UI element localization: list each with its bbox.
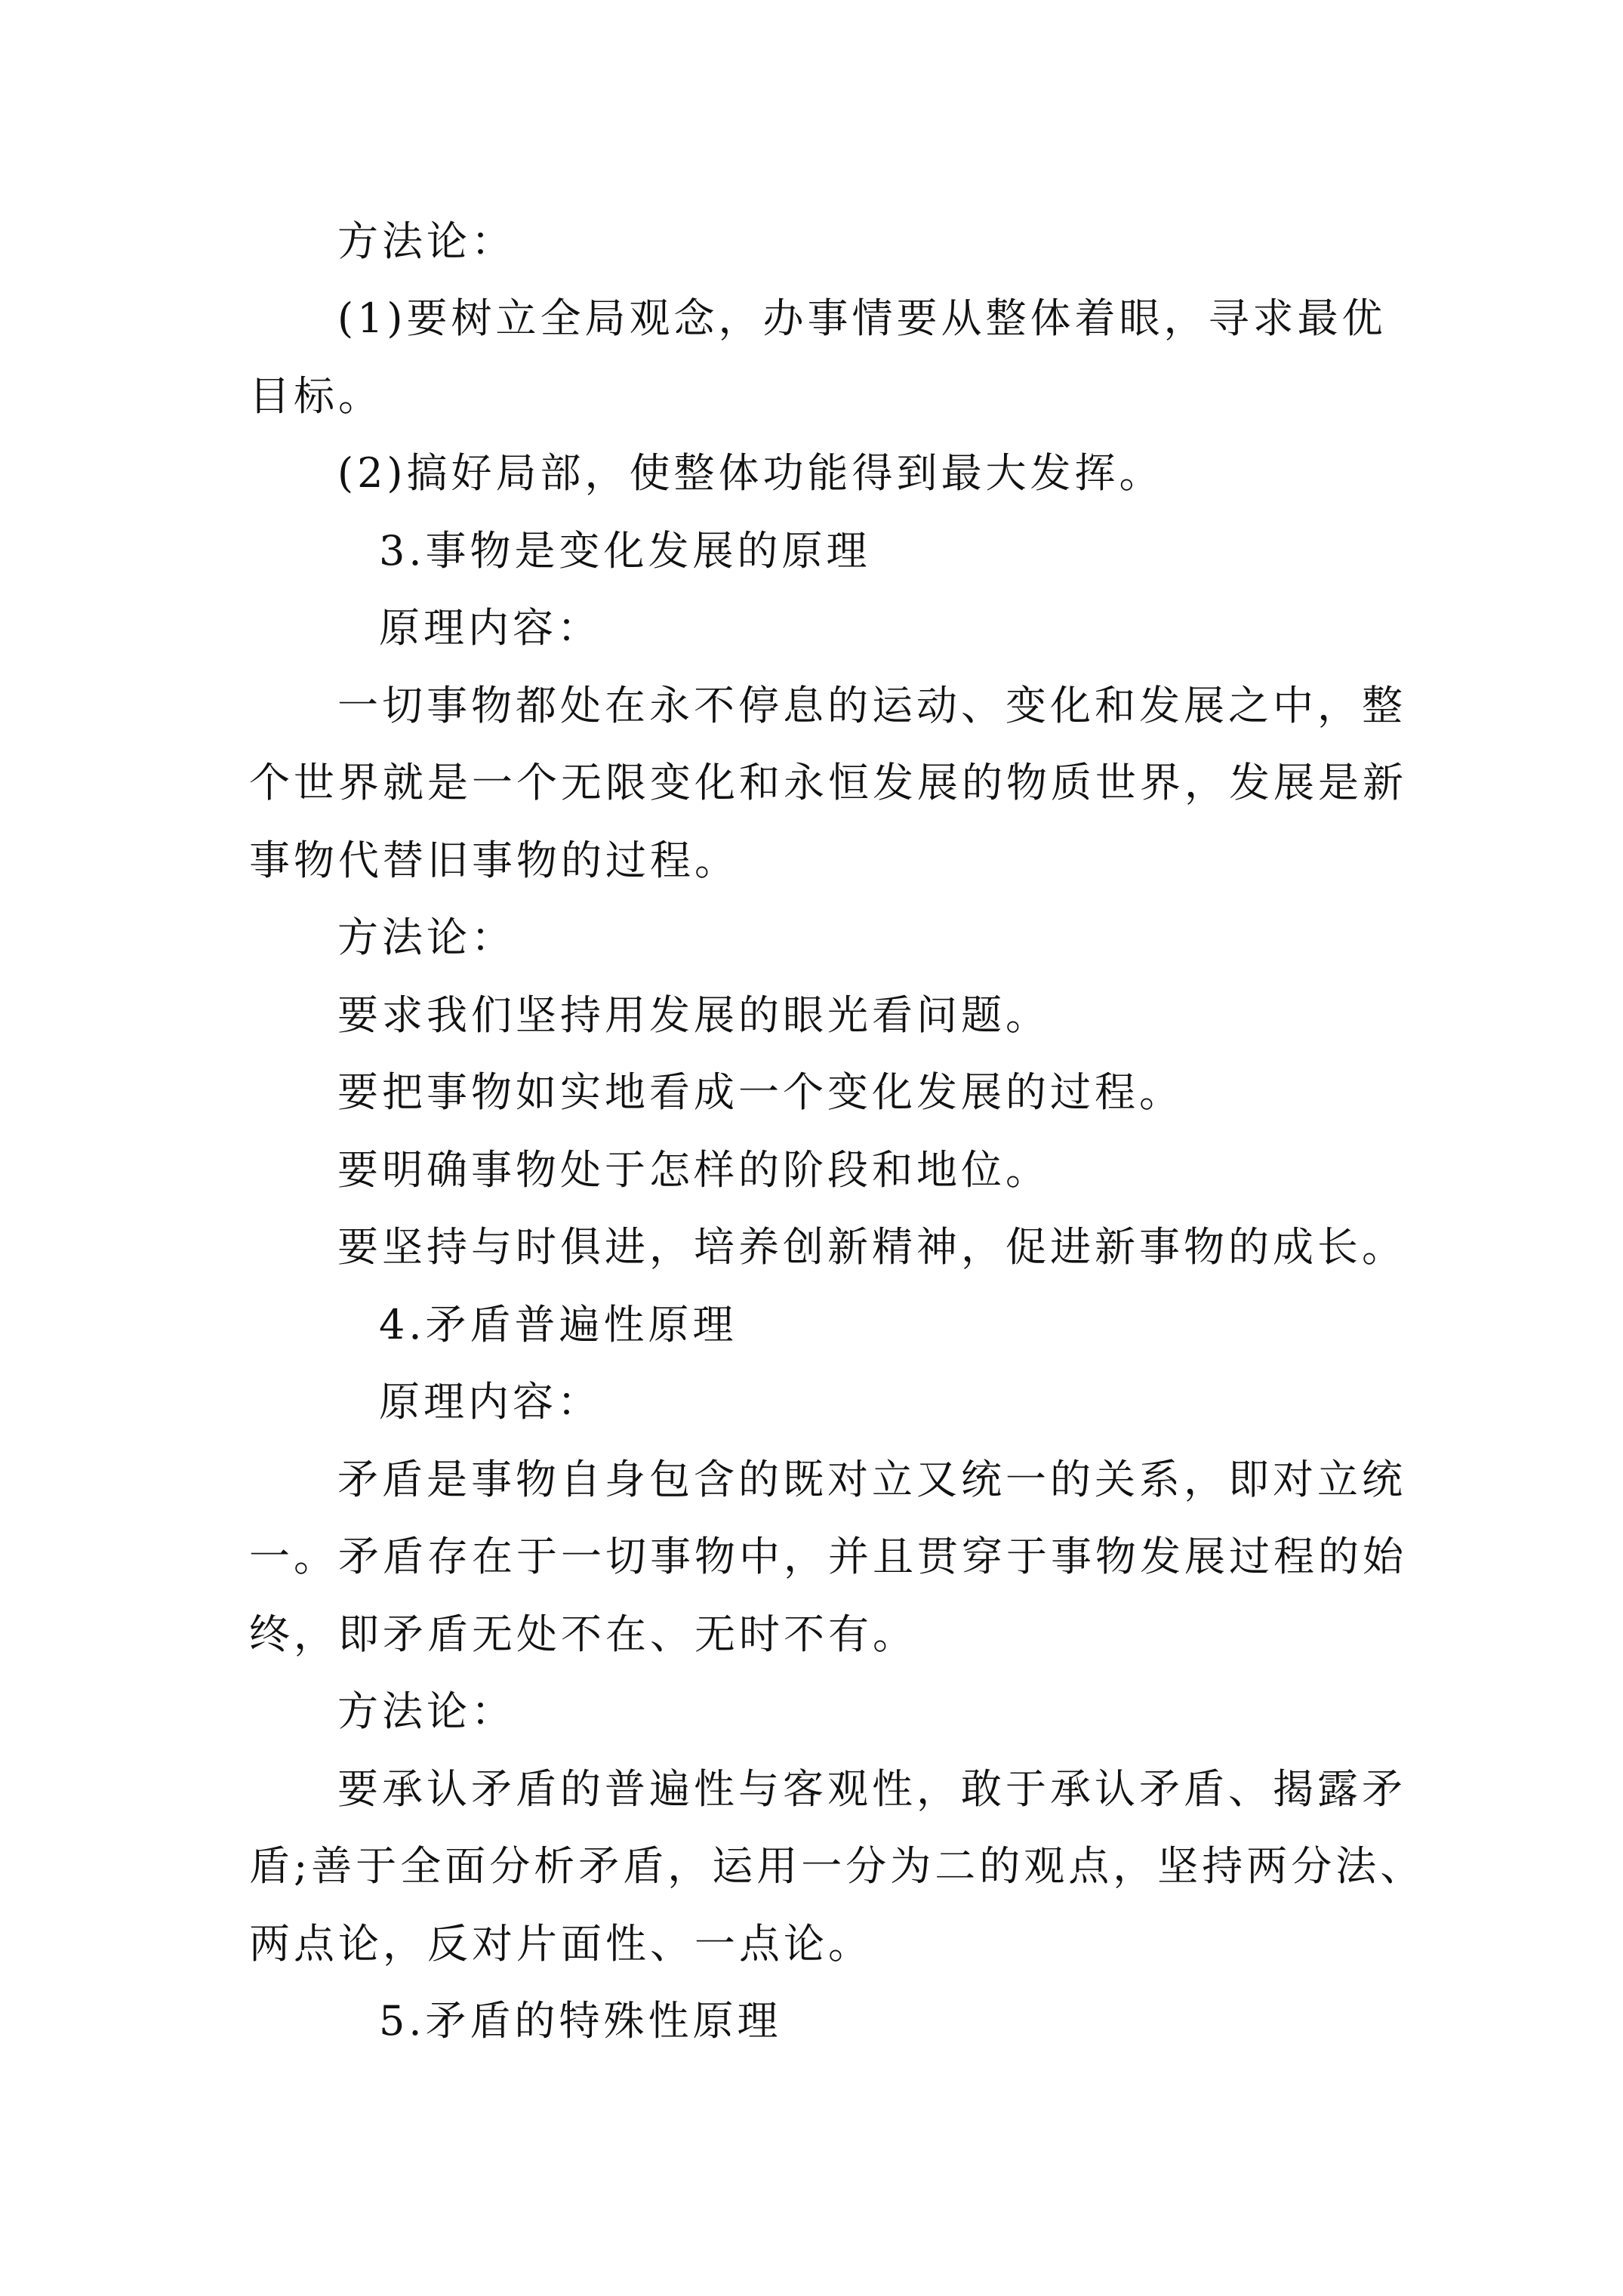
text-line: 原理内容：: [379, 1378, 602, 1425]
text-line: 盾;善于全面分析矛盾，运用一分为二的观点，坚持两分法、: [249, 1842, 1425, 1890]
section-heading: 4.矛盾普遍性原理: [379, 1301, 738, 1348]
text-line: (1)要树立全局观念，办事情要从整体着眼，寻求最优: [337, 294, 1387, 342]
text-line: 目标。: [249, 372, 383, 420]
text-line: 方法论：: [337, 1687, 516, 1735]
text-line: 终，即矛盾无处不在、无时不有。: [249, 1610, 917, 1658]
text-line: 事物代替旧事物的过程。: [249, 837, 739, 884]
text-line: 原理内容：: [379, 604, 602, 652]
text-line: 两点论，反对片面性、一点论。: [249, 1920, 873, 1968]
text-line: 方法论：: [337, 914, 516, 961]
text-line: 要承认矛盾的普遍性与客观性，敢于承认矛盾、揭露矛: [337, 1765, 1406, 1813]
section-heading: 5.矛盾的特殊性原理: [379, 1997, 782, 2045]
text-line: 要把事物如实地看成一个变化发展的过程。: [337, 1068, 1184, 1116]
text-line: (2)搞好局部，使整体功能得到最大发挥。: [337, 449, 1164, 497]
section-heading: 3.事物是变化发展的原理: [379, 527, 871, 575]
text-line: 矛盾是事物自身包含的既对立又统一的关系，即对立统: [337, 1456, 1406, 1503]
text-line: 个世界就是一个无限变化和永恒发展的物质世界，发展是新: [249, 759, 1407, 806]
text-line: 要坚持与时俱进，培养创新精神，促进新事物的成长。: [337, 1223, 1406, 1271]
text-line: 方法论：: [337, 217, 516, 265]
text-line: 要求我们坚持用发展的眼光看问题。: [337, 991, 1050, 1039]
text-line: 一。矛盾存在于一切事物中，并且贯穿于事物发展过程的始: [249, 1533, 1407, 1580]
text-line: 要明确事物处于怎样的阶段和地位。: [337, 1146, 1050, 1194]
text-line: 一切事物都处在永不停息的运动、变化和发展之中，整: [337, 682, 1406, 729]
